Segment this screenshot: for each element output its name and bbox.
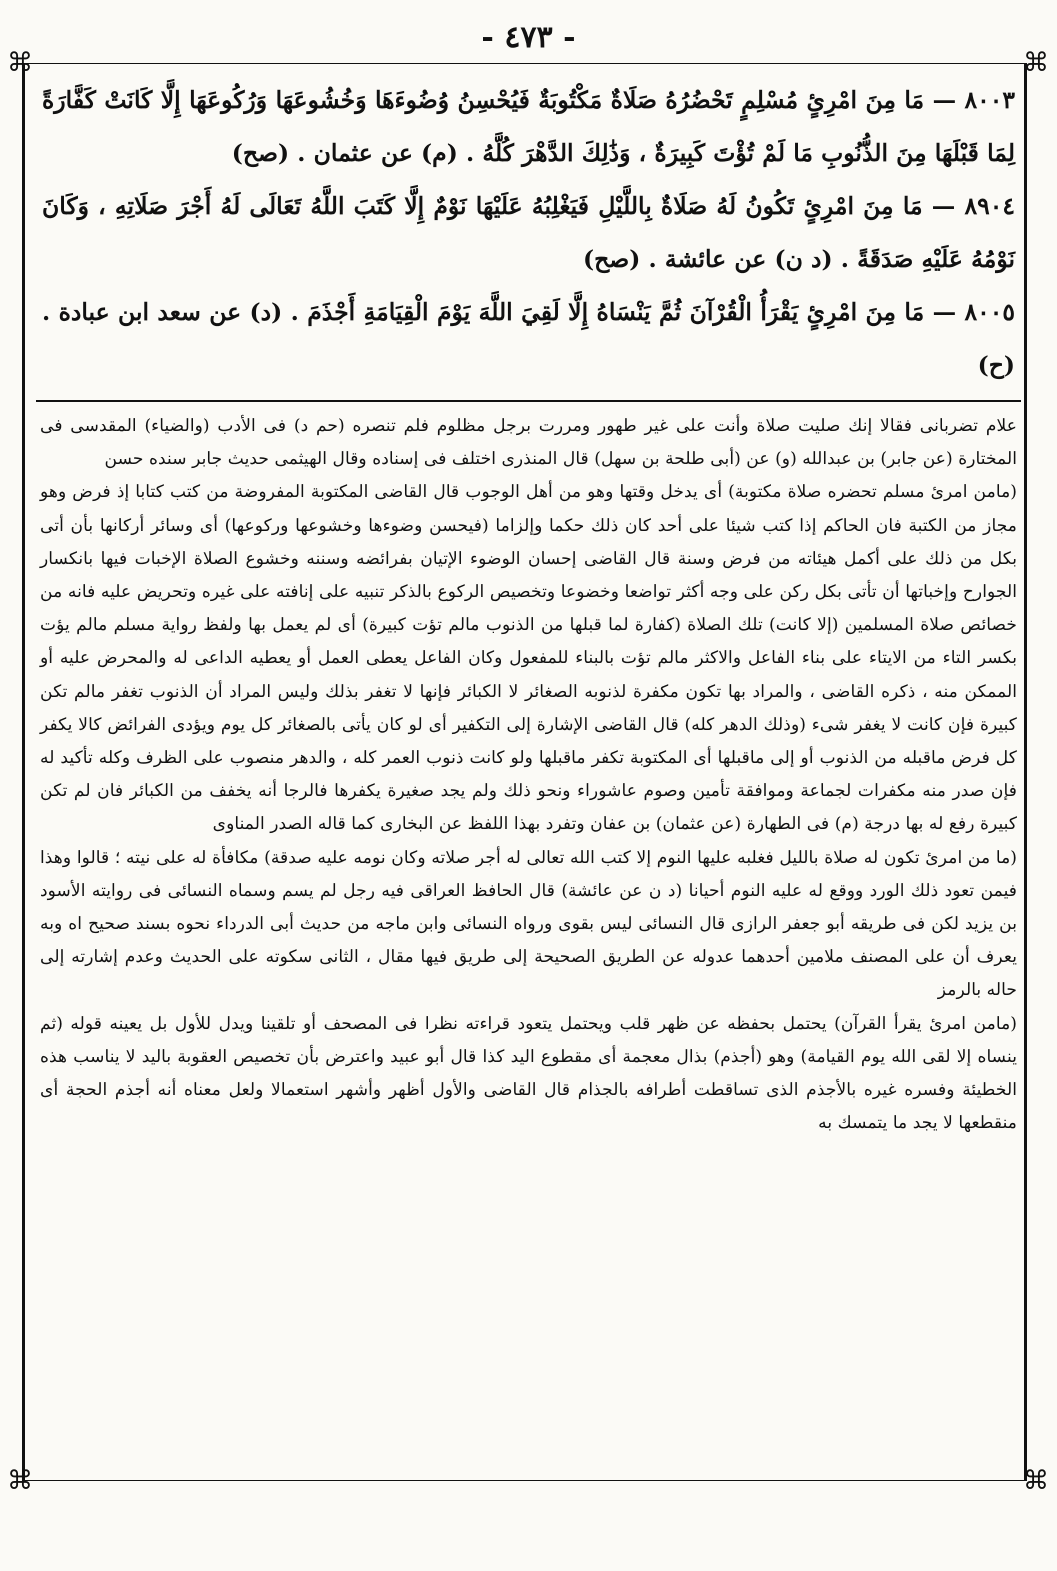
page-number: - ٤٧٣ -: [481, 20, 576, 55]
hadith-8003: ٨٠٠٣ — مَا مِنَ امْرِئٍ مُسْلِمٍ تَحْضُرُهُ صَلَاةٌ مَكْتُوبَةٌ فَيُحْسِنُ وُضُوءَهَا وَخُشُوعَهَا وَرُكُوعَهَا إِلَّا كَانَتْ كَفَّارَةً لِمَا قَبْلَهَا مِنَ الذُّنُوبِ مَا لَمْ تُؤْتَ كَبِيرَةٌ ، وَذَٰلِكَ الدَّهْرَ كُلَّهُ . (م) عن عثمان . (صح): [42, 86, 1015, 167]
corner-ornament-icon: ⌘: [7, 48, 33, 78]
commentary-paragraph: (مامن امرئ يقرأ القرآن) يحتمل بحفظه عن ظهر قلب ويحتمل يتعود قراءته نظرا فى المصحف أو تلقينا ويدل للأول بل يعينه قوله (ثم ينساه إلا لقى الله يوم القيامة) وهو (أجذم) بذال معجمة أى مقطوع اليد كذا قال أبو عبيد واعترض بأن تخصيص العقوبة باليد لا يناسب هذه الخطيئة وفسره غيره بالأجذم الذى تساقطت أطرافه بالجذام قال القاضى والأول أظهر وأشهر استعمالا ولعل معناه أنه أجذم الحجة أى منقطعها لا يجد ما يتمسك به: [40, 1013, 1017, 1134]
commentary-paragraph: علام تضربانى فقالا إنك صليت صلاة وأنت على غير طهور ومررت برجل مظلوم فلم تنصره (حم د) فى الأدب (والضياء) المقدسى فى المختارة (عن جابر) بن عبدالله (و) عن (أبى طلحة بن سهل) قال المنذرى اختلف فى إسناده وقال الهيثمى حديث جابر سنده حسن: [40, 416, 1018, 470]
commentary-section: [40, 410, 1017, 1470]
hadith-8904: ٨٩٠٤ — مَا مِنَ امْرِئٍ تَكُونُ لَهُ صَلَاةٌ بِاللَّيْلِ فَيَغْلِبُهُ عَلَيْهَا نَوْمٌ إِلَّا كَتَبَ اللَّهُ تَعَالَى لَهُ أَجْرَ صَلَاتِهِ ، وَكَانَ نَوْمُهُ عَلَيْهِ صَدَقَةً . (د ن) عن عائشة . (صح): [42, 192, 1015, 273]
section-divider: [36, 400, 1021, 402]
corner-ornament-icon: ⌘: [7, 1466, 33, 1496]
hadith-8005: ٨٠٠٥ — مَا مِنَ امْرِئٍ يَقْرَأُ الْقُرْآنَ ثُمَّ يَنْسَاهُ إِلَّا لَقِيَ اللَّهَ يَوْمَ الْقِيَامَةِ أَجْذَمَ . (د) عن سعد ابن عبادة . (ح): [42, 298, 1015, 379]
commentary-paragraph: (مامن امرئ مسلم تحضره صلاة مكتوبة) أى يدخل وقتها وهو من أهل الوجوب قال القاضى المكتوبة المفروضة من كتب كتابا إذ فرض وهو مجاز من الكتبة فان الحاكم إذا كتب شيئا على أحد كان ذلك حكما وإلزاما (فيحسن وضوءها وخشوعها وركوعها) أى وسائر أركانها بأن أتى بكل من ذلك على أكمل هيئاته من فرض وسنة قال القاضى إحسان الوضوء الإتيان بفرائضه وسننه وخشوع الصلاة الإخبات فيها بانكسار الجوارح وإخباتها أن تأتى بكل ركن على وجه أكثر تواضعا وخضوعا وتخصيص الركوع بالذكر تنبيه على إنافته على غيره وتحريض عليه فانه من خصائص صلاة المسلمين (إلا كانت) تلك الصلاة (كفارة لما قبلها من الذنوب مالم تؤت كبيرة) أى لم يعمل بها ولفظ رواية مسلم مالم يؤت بكسر التاء من الايتاء على بناء الفاعل والاكثر مالم تؤت بالبناء للمفعول وكان الفاعل يعطى العمل أو يعطيه الداعى له والمحرض عليه أو الممكن منه ، ذكره القاضى ، والمراد بها تكون مكفرة لذنوبه الصغائر لا الكبائر فإنها لا تغفر بذلك وليس المراد أن الذنوب تغفر مالم تكن كبيرة فإن كانت لا يغفر شىء (وذلك الدهر كله) قال القاضى الإشارة إلى التكفير أى لو كان يأتى بالصغائر كل يوم ويؤدى الفرائض كالا يكفر كل فرض ماقبله من الذنوب أو إلى ماقبلها أى المكتوبة تكفر ماقبلها ولو كانت ذنوب العمر كله ، والدهر منصوب على الظرف وكله تأكيد له فإن صدر منه مكفرات لجماعة وموافقة تأمين وصوم عاشوراء ونحو ذلك ولم يجد صغيرة يكفرها فالرجا أنه يخفف من الكبائر فان لم تكن كبيرة رفع له بها درجة (م) فى الطهارة (عن عثمان) بن عفان وتفرد بهذا اللفظ عن البخارى كما قاله الصدر المناوى: [40, 482, 1017, 835]
corner-ornament-icon: ⌘: [1023, 1466, 1049, 1496]
hadith-section: [42, 74, 1015, 392]
commentary-paragraph: (ما من امرئ تكون له صلاة بالليل فغلبه عليها النوم إلا كتب الله تعالى له أجر صلاته وكان نومه عليه صدقة) مكافأة له على نيته ؛ قالوا وهذا فيمن تعود ذلك الورد ووقع له عليه النوم أحيانا (د ن عن عائشة) قال الحافظ العراقى فيه رجل لم يسم وسماه النسائى فى روايته الأسود بن يزيد لكن فى طريقه أبو جعفر الرازى قال النسائى ليس بقوى ورواه النسائى وابن ماجه من حديث أبى الدرداء نحوه بسند صحيح اه وبه يعرف أن على المصنف ملامين أحدهما عدوله عن الطريق الصحيحة إلى طريق فيها مقال ، الثانى سكوته على الحديث وعدم إشارته إلى حاله بالرمز: [40, 847, 1017, 1001]
corner-ornament-icon: ⌘: [1023, 48, 1049, 78]
